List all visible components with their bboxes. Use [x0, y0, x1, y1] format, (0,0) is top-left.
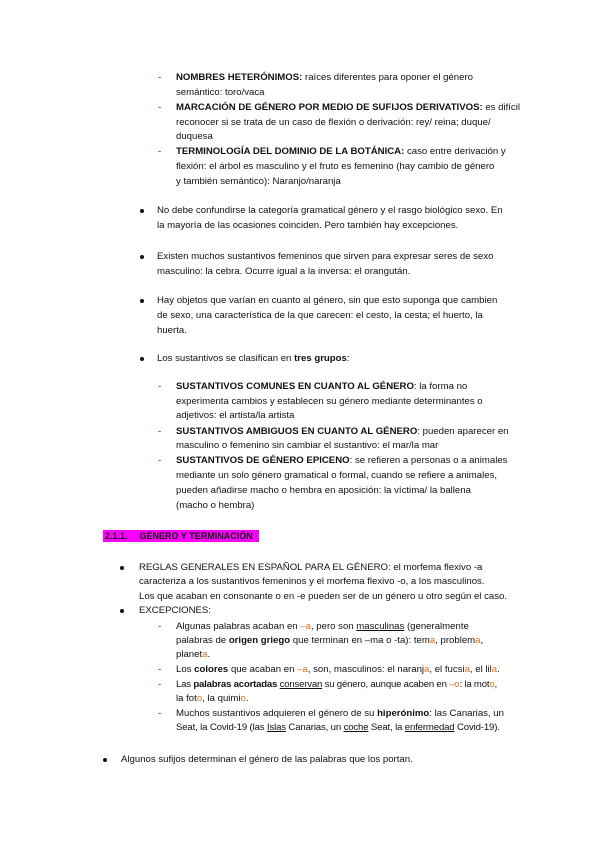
bullet-dot: [140, 299, 144, 303]
list-item-text: mediante un solo género gramatical o formal, cuando se refiere a animales,: [176, 470, 498, 481]
bullet-dot: [103, 758, 107, 762]
dash-bullet: -: [158, 102, 162, 113]
dash-bullet: -: [158, 455, 162, 466]
list-item-text: (macho o hembra): [176, 500, 255, 511]
paragraph-text: Los sustantivos se clasifican en tres grupos:: [157, 353, 350, 364]
list-item-epiceno: SUSTANTIVOS DE GÉNERO EPICENO: se refieren a personas o a animales: [176, 455, 508, 466]
list-item-heteronimos: NOMBRES HETERÓNIMOS: raíces diferentes para oponer el género: [176, 72, 473, 83]
list-item-text: flexión: el árbol es masculino y el fruto es femenino (hay cambio de género: [176, 161, 495, 172]
list-item-text: duquesa: [176, 131, 213, 142]
bullet-dot: [140, 255, 144, 259]
dash-bullet: -: [158, 72, 162, 83]
dash-bullet: -: [158, 381, 162, 392]
paragraph-text: Hay objetos que varían en cuanto al género, sin que esto suponga que cambien: [157, 295, 498, 306]
list-item-text: pueden añadirse macho o hembra en aposición: la víctima/ la ballena: [176, 485, 471, 496]
list-item-text: masculino o femenino sin cambiar el sustantivo: el mar/la mar: [176, 440, 439, 451]
exceptions-label: EXCEPCIONES:: [139, 605, 211, 616]
paragraph-text: Existen muchos sustantivos femeninos que sirven para expresar seres de sexo: [157, 251, 494, 262]
paragraph-text: de sexo, una característica de la que carecen: el cesto, la cesta; el huerto, la: [157, 310, 483, 321]
dash-bullet: -: [158, 426, 162, 437]
list-item-sufijos: MARCACIÓN DE GÉNERO POR MEDIO DE SUFIJOS DERIVATIVOS: es difícil: [176, 102, 520, 113]
list-item-text: semántico: toro/vaca: [176, 87, 265, 98]
bullet-dot: [120, 609, 124, 613]
list-item-text: adjetivos: el artista/la artista: [176, 410, 295, 421]
paragraph-text: masculino: la cebra. Ocurre igual a la inversa: el orangután.: [157, 266, 411, 277]
final-paragraph: Algunos sufijos determinan el género de las palabras que los portan.: [121, 754, 413, 765]
exception-item: Las palabras acortadas conservan su género, aunque acaben en –o: la moto,: [176, 679, 497, 690]
list-item-ambiguos: SUSTANTIVOS AMBIGUOS EN CUANTO AL GÉNERO: pueden aparecer en: [176, 426, 509, 437]
exception-item-text: la foto, la quimio.: [176, 693, 249, 704]
dash-bullet: -: [158, 708, 162, 719]
section-heading: 2.1.1. GÉNERO Y TERMINACIÓN: [105, 531, 253, 541]
exception-item-text: planeta.: [176, 649, 211, 660]
exception-item: Algunas palabras acaban en –a, pero son masculinas (generalmente: [176, 621, 469, 632]
rule-text: Los que acaban en consonante o en -e pueden ser de un género u otro según el caso.: [139, 591, 508, 602]
rule-text: REGLAS GENERALES EN ESPAÑOL PARA EL GÉNERO: el morfema flexivo -a: [139, 562, 483, 573]
list-item-text: reconocer si se trata de un caso de flexión o derivación: rey/ reina; duque/: [176, 117, 491, 128]
exception-item-text: Seat, la Covid-19 (las Islas Canarias, un coche Seat, la enfermedad Covid-19).: [176, 722, 500, 733]
exception-item: Muchos sustantivos adquieren el género de su hiperónimo: las Canarias, un: [176, 708, 504, 719]
paragraph-text: huerta.: [157, 325, 187, 336]
bullet-dot: [120, 566, 124, 570]
paragraph-text: No debe confundirse la categoría gramatical género y el rasgo biológico sexo. En: [157, 205, 503, 216]
bullet-dot: [140, 209, 144, 213]
dash-bullet: -: [158, 679, 162, 690]
list-item-botanica: TERMINOLOGÍA DEL DOMINIO DE LA BOTÁNICA: caso entre derivación y: [176, 146, 506, 157]
list-item-comunes: SUSTANTIVOS COMUNES EN CUANTO AL GÉNERO: la forma no: [176, 381, 468, 392]
paragraph-text: la mayoría de las ocasiones coinciden. Pero también hay excepciones.: [157, 220, 459, 231]
dash-bullet: -: [158, 621, 162, 632]
list-item-text: experimenta cambios y establecen su género mediante determinantes o: [176, 396, 483, 407]
exception-item-text: palabras de origen griego que terminan en –ma o -ta): tema, problema,: [176, 635, 484, 646]
rule-text: caracteriza a los sustantivos femeninos y el morfema flexivo -o, a los masculinos.: [139, 576, 485, 587]
dash-bullet: -: [158, 664, 162, 675]
bullet-dot: [140, 357, 144, 361]
dash-bullet: -: [158, 146, 162, 157]
list-item-text: y también semántico): Naranjo/naranja: [176, 176, 341, 187]
exception-item: Los colores que acaban en –a, son, masculinos: el naranja, el fucsia, el lila.: [176, 664, 500, 675]
